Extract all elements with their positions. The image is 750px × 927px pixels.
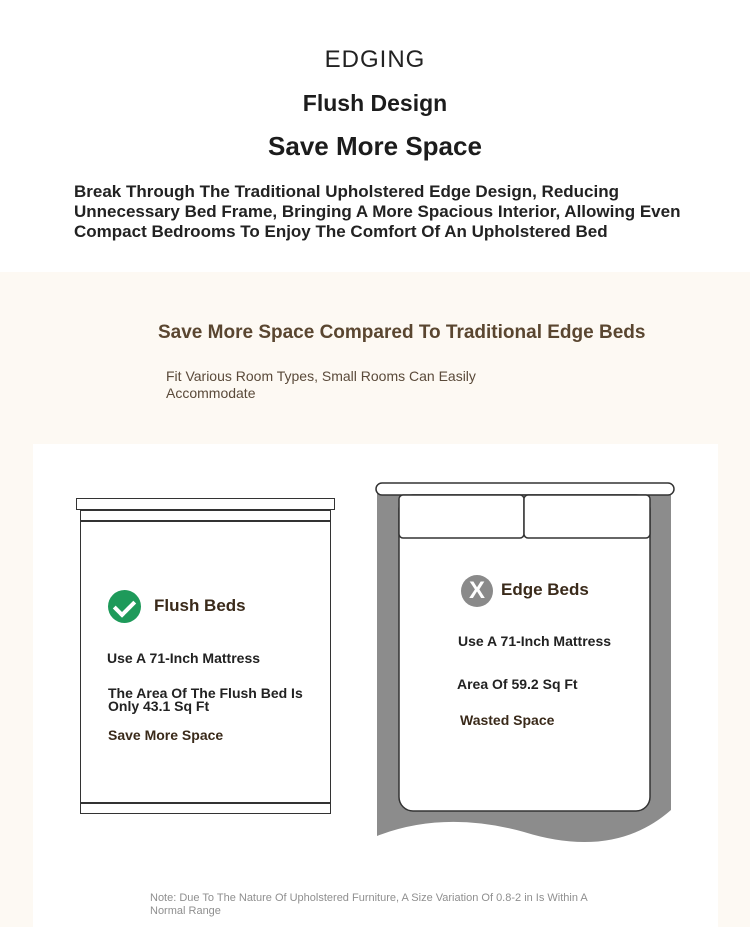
page-title: Flush Design [302, 90, 448, 116]
comparison-title: Save More Space Compared To Traditional Edge Beds [158, 322, 646, 343]
section-kicker: EDGING [324, 46, 426, 73]
edge-bed-drawback: Wasted Space [460, 712, 555, 728]
edge-bed-mattress: Use A 71-Inch Mattress [458, 633, 612, 649]
flush-bed-divider-top [80, 520, 331, 522]
edge-bed-label: Edge Beds [501, 580, 589, 599]
size-variation-note: Note: Due To The Nature Of Upholstered Furniture, A Size Variation Of 0.8-2 in Is Within A Normal Range [150, 892, 588, 917]
flush-bed-mattress: Use A 71-Inch Mattress [107, 650, 261, 666]
intro-description: Break Through The Traditional Upholstered Edge Design, Reducing Unnecessary Bed Frame, Bringing A More Spacious Interior, Allowing Even Compact Bedrooms To Enjoy The Comfort Of An Upholstered Bed [74, 182, 681, 241]
edge-bed-mattress [399, 495, 650, 811]
flush-bed-headboard [76, 498, 335, 510]
flush-bed-label: Flush Beds [154, 596, 246, 615]
edge-bed-headboard [376, 483, 674, 495]
page-subtitle: Save More Space [268, 131, 482, 161]
comparison-subtitle: Fit Various Room Types, Small Rooms Can Easily Accommodate [166, 368, 476, 401]
flush-bed-benefit: Save More Space [108, 727, 224, 743]
edge-bed-illustration [374, 480, 676, 852]
edge-bed-area: Area Of 59.2 Sq Ft [457, 676, 578, 692]
check-icon [108, 590, 141, 623]
edge-bed-pillow-right [524, 495, 650, 538]
edge-bed-pillow-left [399, 495, 524, 538]
flush-bed-area: The Area Of The Flush Bed Is Only 43.1 Sq Ft [108, 685, 303, 714]
flush-bed-divider-bottom [80, 802, 331, 804]
x-icon: X [461, 575, 493, 607]
